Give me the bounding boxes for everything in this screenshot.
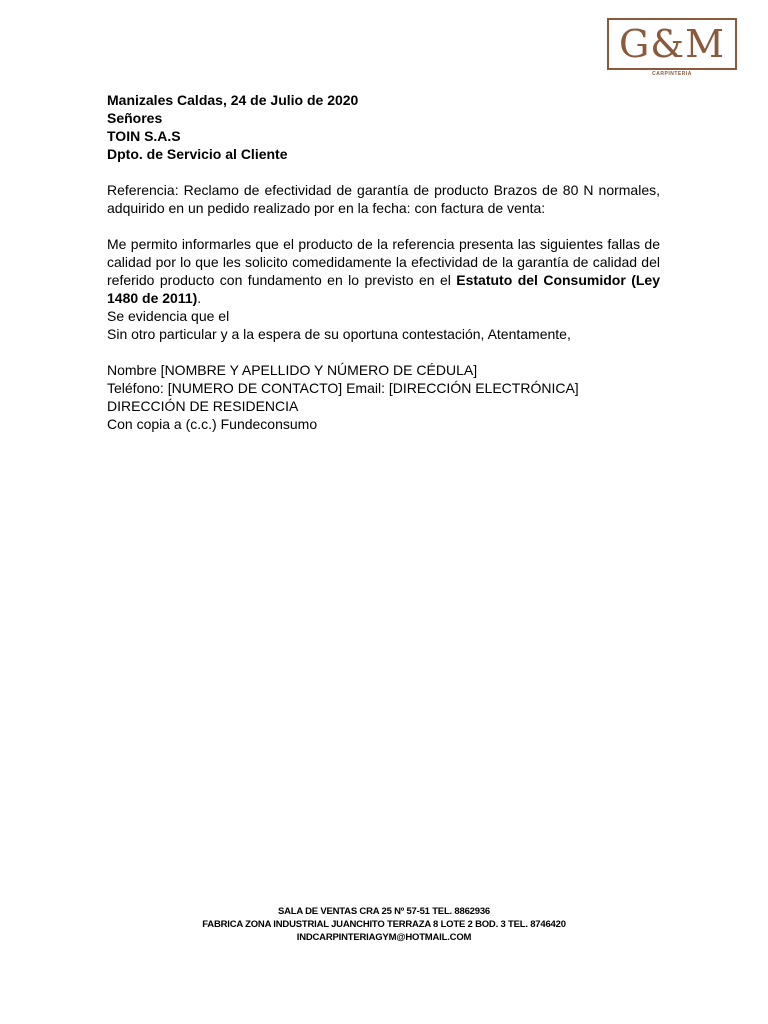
reference-paragraph: Referencia: Reclamo de efectividad de garantía de producto Brazos de 80 N normales, adquirido en un pedido realizado por en la fecha: con factura de venta: — [107, 182, 660, 216]
footer-sales-address: SALA DE VENTAS CRA 25 Nº 57-51 TEL. 8862936 — [277, 906, 491, 917]
signature-contact: Teléfono: [NUMERO DE CONTACTO] Email: [DIRECCIÓN ELECTRÓNICA] — [107, 380, 579, 396]
company-logo — [607, 18, 737, 78]
claim-paragraph — [107, 235, 660, 307]
footer-email: INDCARPINTERIAGYM@HOTMAIL.COM — [296, 932, 472, 943]
letter-body — [107, 91, 660, 433]
footer-factory-address: FABRICA ZONA INDUSTRIAL JUANCHITO TERRAZA 8 LOTE 2 BOD. 3 TEL. 8746420 — [202, 919, 566, 930]
evidence-line: Se evidencia que el — [107, 308, 230, 324]
place-date: Manizales Caldas, 24 de Julio de 2020 — [107, 92, 359, 108]
closing-line: Sin otro particular y a la espera de su oportuna contestación, Atentamente, — [107, 326, 571, 342]
signature-name: Nombre [NOMBRE Y APELLIDO Y NÚMERO DE CÉDULA] — [107, 362, 478, 378]
claim-text: Me permito informarles que el producto de la referencia presenta las siguientes fallas de calidad por lo que les solicito comedidamente la efectividad de la garantía de calidad del referido producto con fundamento en lo previsto en el — [107, 236, 660, 288]
recipient-department: Dpto. de Servicio al Cliente — [107, 146, 288, 162]
signature-address: DIRECCIÓN DE RESIDENCIA — [107, 398, 299, 414]
letterhead-footer — [150, 905, 618, 944]
carbon-copy: Con copia a (c.c.) Fundeconsumo — [107, 416, 318, 432]
recipient-company: TOIN S.A.S — [107, 128, 181, 144]
claim-end: . — [197, 290, 202, 306]
statute-reference: Estatuto del Consumidor (Ley 1480 de 2011) — [107, 272, 660, 306]
salutation: Señores — [107, 110, 163, 126]
logo-subtitle: CARPINTERIA — [652, 71, 692, 77]
logo-mark: G&M — [607, 18, 737, 70]
